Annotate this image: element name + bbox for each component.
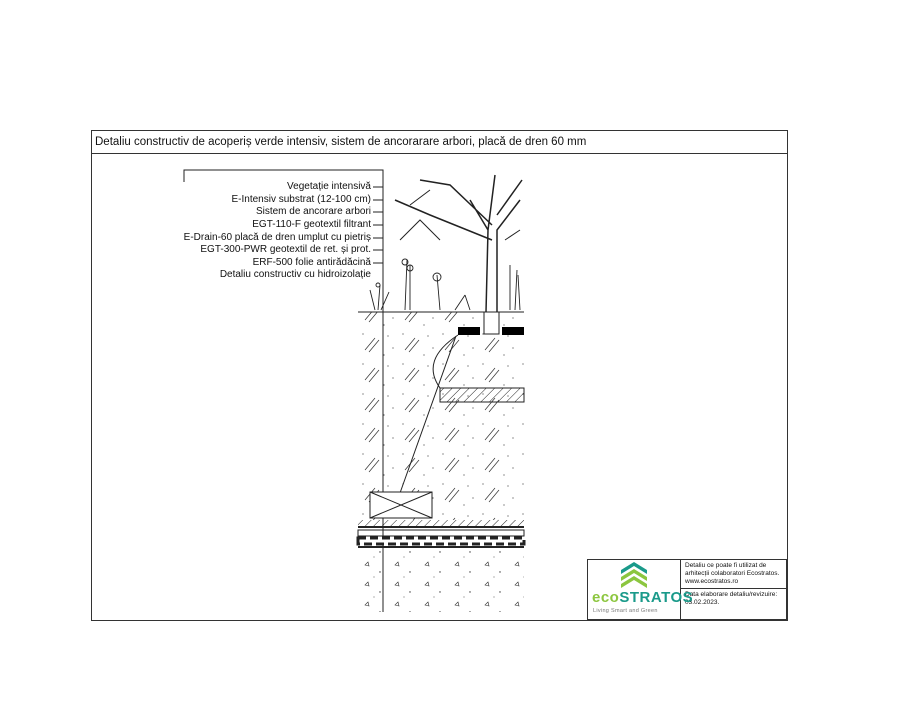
- website: www.ecostratos.ro: [685, 578, 739, 585]
- date-value: 03.02.2023.: [685, 599, 720, 606]
- layer-label: Vegetație intensivă: [287, 181, 371, 192]
- layer-label: Detaliu constructiv cu hidroizolație: [219, 269, 371, 280]
- layer-label: Sistem de ancorare arbori: [255, 206, 371, 217]
- concrete-slab: [358, 550, 524, 612]
- logo-mark-icon: [588, 560, 680, 590]
- layer-label: EGT-300-PWR geotextil de ret. și prot.: [200, 244, 371, 255]
- brand-eco: eco: [592, 589, 620, 606]
- date-label: Data elaborare detaliu/revizuire:: [685, 591, 778, 598]
- layer-label: E-Intensiv substrat (12-100 cm): [231, 194, 371, 205]
- layer-label: E-Drain-60 placă de dren umplut cu pietriș: [183, 232, 371, 243]
- layer-label: EGT-110-F geotextil filtrant: [252, 219, 371, 230]
- title-block: [587, 559, 787, 620]
- ecostratos-logo: [588, 560, 694, 619]
- layer-label: ERF-500 folie antirădăcină: [252, 257, 371, 268]
- substrate-layer: [358, 312, 524, 520]
- brand-stratos: STRATOS: [619, 589, 694, 606]
- usage-note: Detaliu ce poate fi utilizat de arhitecții colaboratori Ecostratos.: [685, 562, 780, 577]
- tree: [395, 175, 522, 334]
- tagline: Living Smart and Green: [593, 608, 658, 614]
- drawing-title: Detaliu constructiv de acoperiș verde intensiv, sistem de ancorarare arbori, placă de dren 60 mm: [92, 131, 787, 154]
